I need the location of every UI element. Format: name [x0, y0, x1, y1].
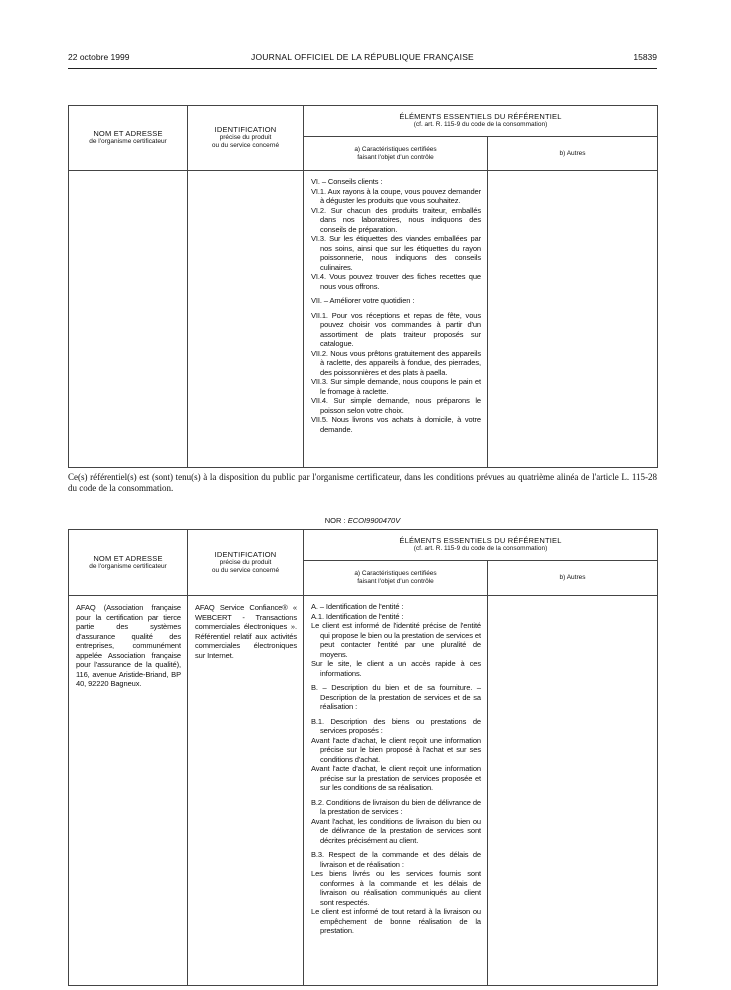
availability-paragraph: Ce(s) référentiel(s) est (sont) tenu(s) à la disposition du public par l'organisme certificateur, dans les conditions prévues au quatrième alinéa de l'article L. 115-28 du code de la consommation. — [68, 472, 657, 493]
criterion: VII.2. Nous vous prêtons gratuitement des appareils à raclette, des appareils à fondue, des pierrades, des poissonnières et des plats à paella. — [311, 348, 481, 377]
col-a-label-2: faisant l'objet d'un contrôle — [357, 578, 434, 585]
criterion: B.1. Description des biens ou prestations de services proposés : — [311, 716, 481, 735]
criterion: VII.4. Sur simple demande, nous préparons le poisson selon votre choix. — [311, 396, 481, 415]
cell-nom-empty — [69, 171, 188, 468]
referential-table-2 — [68, 529, 658, 986]
col-ident-sublabel-1: précise du produit — [219, 558, 272, 566]
criterion: VI.4. Vous pouvez trouver des fiches recettes que nous vous offrons. — [311, 272, 481, 291]
col-header-ident — [188, 530, 304, 596]
col-ident-sublabel-2: ou du service concerné — [211, 566, 280, 574]
criterion: Avant l'acte d'achat, le client reçoit une information précise sur le bien proposé à l'achat et sur ses conditions d'achat. — [311, 735, 481, 764]
criterion: Avant l'acte d'achat, le client reçoit une information précise sur la prestation de services proposée et sur les conditions de sa réalisation. — [311, 764, 481, 792]
col-elements-sublabel: (cf. art. R. 115-9 du code de la consommation) — [413, 121, 548, 128]
criterion: B.3. Respect de la commande et des délais de livraison et de réalisation : — [311, 850, 481, 869]
col-nom-label: NOM ET ADRESSE — [93, 553, 163, 563]
criterion: VII.5. Nous livrons vos achats à domicile, à votre demande. — [311, 415, 481, 434]
col-a-label-1: a) Caractéristiques certifiées — [354, 145, 437, 153]
col-header-a — [304, 137, 488, 171]
criteria-cell — [304, 171, 488, 468]
col-ident-sublabel-2: ou du service concerné — [211, 142, 280, 149]
criterion: VI.2. Sur chacun des produits traiteur, emballés dans nos laboratoires, nous indiquons des conseils de préparation. — [311, 205, 481, 234]
col-nom-sublabel: de l'organisme certificateur — [89, 562, 167, 570]
col-nom-sublabel: de l'organisme certificateur — [89, 138, 167, 145]
cell-autres-empty — [488, 171, 658, 468]
criterion: Le client est informé de tout retard à la livraison ou empêchement de bonne réalisation de la prestation. — [311, 907, 481, 935]
criterion: Sur le site, le client a un accès rapide à ces informations. — [311, 659, 481, 678]
journal-title: JOURNAL OFFICIEL DE LA RÉPUBLIQUE FRANÇAISE — [251, 52, 474, 62]
criterion: A.1. Identification de l'entité : — [311, 611, 404, 621]
nor-value: ECOI9900470V — [347, 516, 401, 525]
cell-autres-empty — [488, 596, 658, 986]
col-elements-label: ÉLÉMENTS ESSENTIELS DU RÉFÉRENTIEL — [399, 112, 562, 121]
issue-date: 22 octobre 1999 — [68, 52, 130, 62]
col-a-label-2: faisant l'objet d'un contrôle — [357, 153, 434, 161]
criterion: VI.1. Aux rayons à la coupe, vous pouvez demander à déguster les produits que vous souhaitez. — [311, 186, 481, 205]
criterion: VI. – Conseils clients : — [311, 177, 383, 186]
col-header-nom — [69, 106, 188, 171]
criterion: Avant l'achat, les conditions de livraison du bien ou de délivrance de la prestation de services sont décrites précisément au client. — [311, 816, 481, 845]
col-header-nom — [69, 530, 188, 596]
nor-label: NOR : — [324, 516, 346, 525]
col-ident-label: IDENTIFICATION — [214, 549, 277, 559]
organisme-text: AFAQ (Association française pour la certification par tierce partie des systèmes d'assurance qualité des entreprises, communément appelée Association française pour l'assurance de la qualité), 116, avenue Aristide-Briand, BP 40, 92220 Bagneux. — [76, 603, 181, 688]
col-ident-sublabel-1: précise du produit — [219, 134, 272, 141]
criterion: Les biens livrés ou les services fournis sont conformes à la commande et les délais de livraison ou réalisation communiqués au client sont respectés. — [311, 869, 481, 907]
criterion: A. – Identification de l'entité : — [311, 602, 404, 611]
criteria-cell — [304, 596, 488, 986]
col-header-ident — [188, 106, 304, 171]
col-header-elements — [304, 106, 658, 137]
criterion: B.2. Conditions de livraison du bien de délivrance de la prestation de services : — [311, 797, 481, 816]
criterion: Le client est informé de l'identité précise de l'entité qui propose le bien ou la prestation de services et peut contacter l'entité par une pluralité de moyens. — [311, 621, 481, 659]
col-ident-label: IDENTIFICATION — [214, 125, 277, 134]
col-header-b — [488, 137, 658, 171]
criterion: B. – Description du bien et de sa fourniture. – Description de la prestation de services et de sa réalisation : — [311, 683, 481, 711]
referential-table-1 — [68, 105, 658, 468]
page-number: 15839 — [633, 52, 657, 62]
col-b-label: b) Autres — [559, 149, 586, 157]
header-rule — [68, 68, 657, 69]
criterion: VII.3. Sur simple demande, nous coupons le pain et le fromage à raclette. — [311, 377, 481, 396]
identification-cell — [188, 596, 304, 986]
criterion: VII. – Améliorer votre quotidien : — [311, 296, 415, 305]
col-a-label-1: a) Caractéristiques certifiées — [354, 570, 437, 577]
nor-reference — [68, 516, 657, 525]
criterion: VI.3. Sur les étiquettes des viandes emballées par nos soins, ainsi que sur les étiquettes du rayon poissonnerie, nous indiquons des conseils culinaires. — [311, 234, 481, 272]
cell-ident-empty — [188, 171, 304, 468]
col-elements-label: ÉLÉMENTS ESSENTIELS DU RÉFÉRENTIEL — [399, 536, 562, 545]
col-header-elements — [304, 530, 658, 561]
criterion: VII.1. Pour vos réceptions et repas de fête, vous pouvez choisir vos commandes à partir d'un assortiment de plats traiteur proposés sur catalogue. — [311, 310, 481, 348]
col-elements-sublabel: (cf. art. R. 115-9 du code de la consommation) — [413, 545, 548, 552]
identification-text: AFAQ Service Confiance® « WEBCERT - Transactions commerciales électroniques ». Référentiel relatif aux activités commerciales électroniques sur Internet. — [195, 603, 297, 660]
col-header-a — [304, 561, 488, 596]
col-b-label: b) Autres — [559, 574, 586, 581]
page-header — [68, 52, 657, 66]
col-header-b — [488, 561, 658, 596]
organisme-cell — [69, 596, 188, 986]
col-nom-label: NOM ET ADRESSE — [93, 129, 163, 138]
